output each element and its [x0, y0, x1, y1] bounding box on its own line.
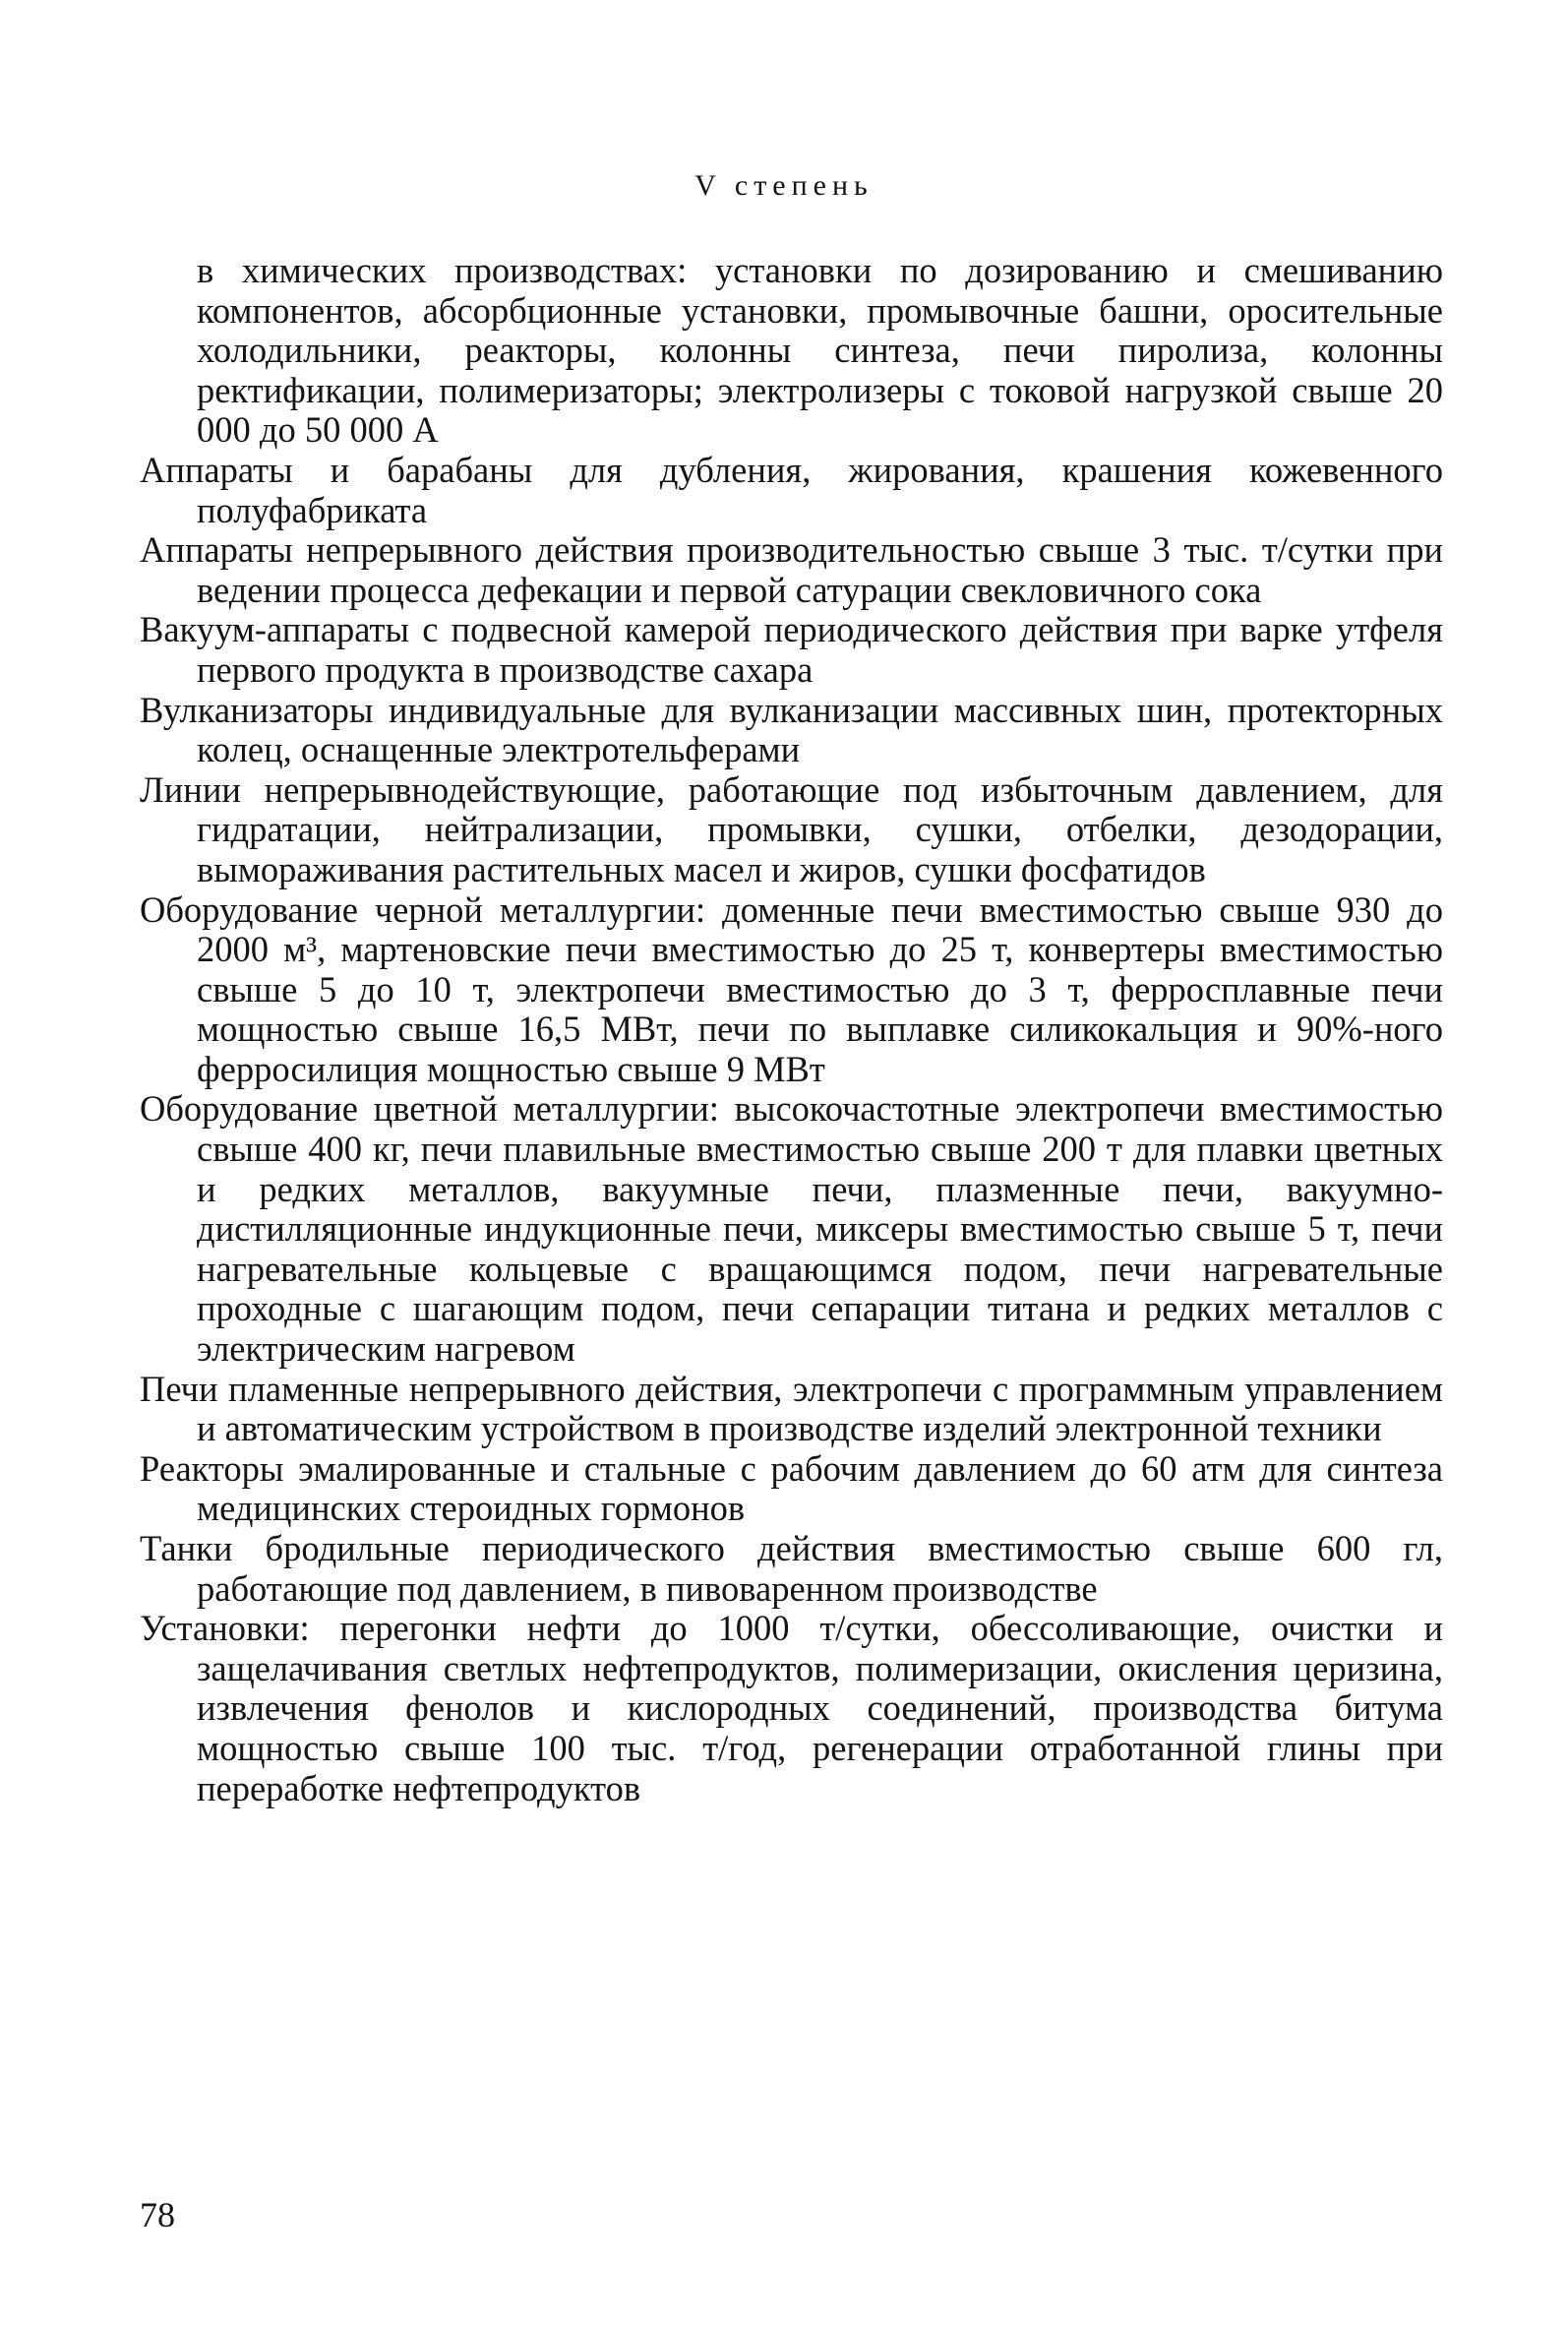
entry-continuous-lines: Линии непрерывнодействующие, работающие под избыточным давлением, для гидратации, нейтрализации, промывки, сушки, отбелки, дезодорации, вымораживания растительных масел и жиров, сушки фосфатидов	[140, 768, 1443, 889]
entry-vacuum-apparatus: Вакуум-аппараты с подвесной камерой периодического действия при варке утфеля первого продукта в производстве сахара	[140, 609, 1443, 690]
page-number: 78	[140, 2195, 175, 2234]
entry-ferrous-metallurgy: Оборудование черной металлургии: доменные печи вместимостью свыше 930 до 2000 м³, мартеновские печи вместимостью до 25 т, конвертеры вместимостью свыше 5 до 10 т, электропечи вместимостью до 3 т, ферросплавные печи мощностью свыше 16,5 МВт, печи по выплавке силикокальция и 90%-ного ферросилиция мощностью свыше 9 МВт	[140, 888, 1443, 1089]
entry-continuous-apparatus: Аппараты непрерывного действия производительностью свыше 3 тыс. т/сутки при ведении процесса дефекации и первой сатурации свекловичного сока	[140, 529, 1443, 610]
running-head: V степень	[694, 169, 874, 202]
entry-reactors: Реакторы эмалированные и стальные с рабочим давлением до 60 атм для синтеза медицинских стероидных гормонов	[140, 1447, 1443, 1529]
entry-tanning-apparatus: Аппараты и барабаны для дубления, жирования, крашения кожевенного полуфабриката	[140, 449, 1443, 530]
body-text	[140, 251, 1443, 1808]
entry-vulcanizers: Вулканизаторы индивидуальные для вулканизации массивных шин, протекторных колец, оснащенные электротельферами	[140, 689, 1443, 770]
entry-flame-furnaces: Печи пламенные непрерывного действия, электропечи с программным управлением и автоматическим устройством в производстве изделий электронной техники	[140, 1368, 1443, 1449]
entry-nonferrous-metallurgy: Оборудование цветной металлургии: высокочастотные электропечи вместимостью свыше 400 кг, печи плавильные вместимостью свыше 200 т для плавки цветных и редких металлов, вакуумные печи, плазменные печи, вакуумно-дистилляционные индукционные печи, миксеры вместимостью свыше 5 т, печи нагревательные кольцевые с вращающимся подом, печи нагревательные проходные с шагающим подом, печи сепарации титана и редких металлов с электрическим нагревом	[140, 1088, 1443, 1370]
entry-installations: Установки: перегонки нефти до 1000 т/сутки, обессоливающие, очистки и защелачивания светлых нефтепродуктов, полимеризации, окисления церизина, извлечения фенолов и кислородных соединений, производства битума мощностью свыше 100 тыс. т/год, регенерации отработанной глины при переработке нефтепродуктов	[140, 1608, 1443, 1808]
entry-continuation: в химических производствах: установки по дозированию и смешиванию компонентов, абсорбционные установки, промывочные башни, оросительные холодильники, реакторы, колонны синтеза, печи пиролиза, колонны ректификации, полимеризаторы; электролизеры с токовой нагрузкой свыше 20 000 до 50 000 А	[197, 250, 1443, 451]
entry-fermentation-tanks: Танки бродильные периодического действия вместимостью свыше 600 гл, работающие под давлением, в пивоваренном производстве	[140, 1528, 1443, 1609]
